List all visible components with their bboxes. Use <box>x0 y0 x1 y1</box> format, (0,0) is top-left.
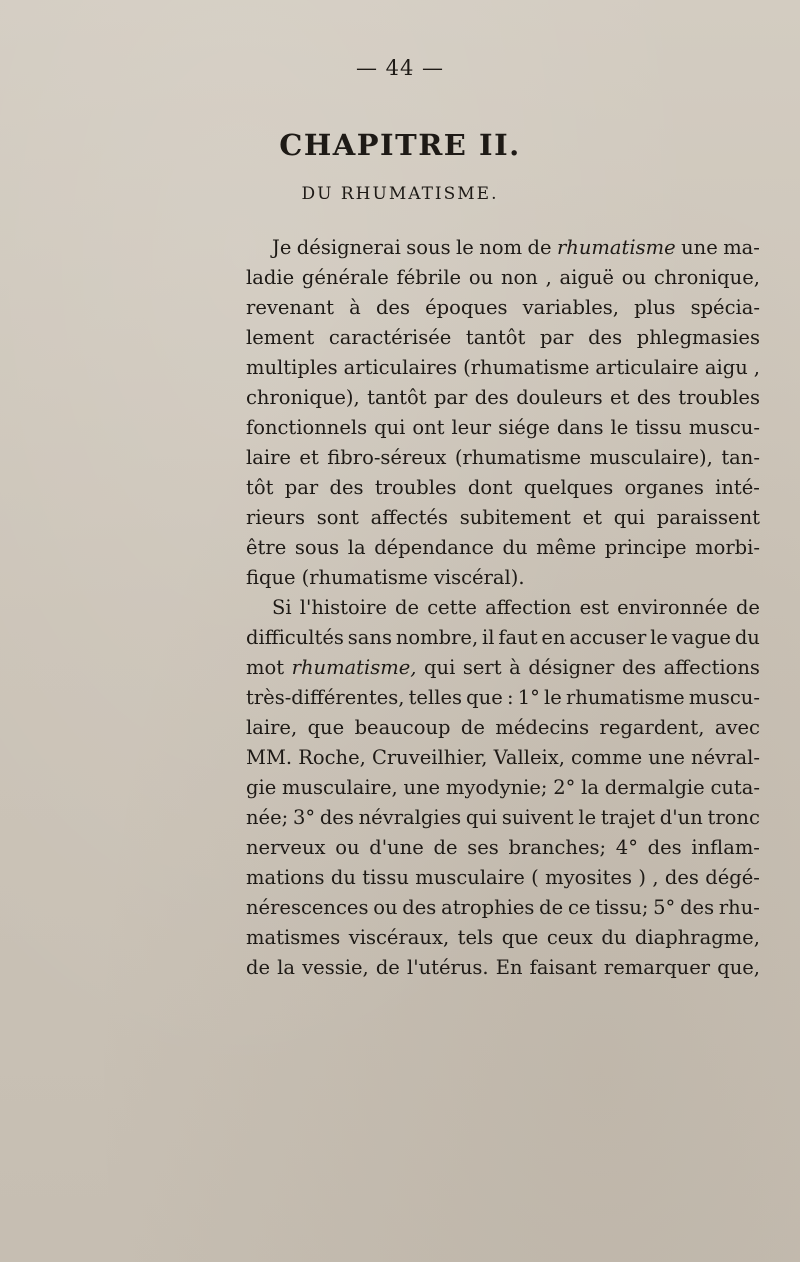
text-line: ladie générale fébrile ou non , aiguë ou chronique, <box>246 266 760 289</box>
body-text <box>246 233 760 983</box>
page-number: — 44 — <box>355 56 445 80</box>
text-line: être sous la dépendance du même principe morbi- <box>246 536 760 559</box>
text-line: nerveux ou d'une de ses branches; 4° des inflam- <box>246 836 760 859</box>
chapter-title: CHAPITRE II. <box>279 128 521 162</box>
text-line: très-différentes, telles que : 1° le rhumatisme muscu- <box>246 686 760 709</box>
text-line: laire, que beaucoup de médecins regardent, avec <box>246 716 760 739</box>
text-line: difficultés sans nombre, il faut en accuser le vague du <box>246 626 760 649</box>
text-line: gie musculaire, une myodynie; 2° la dermalgie cuta- <box>246 776 760 799</box>
chapter-subtitle: DU RHUMATISME. <box>301 184 499 204</box>
text-line: tôt par des troubles dont quelques organes inté- <box>246 476 760 499</box>
text-line: multiples articulaires (rhumatisme articulaire aigu , <box>246 356 760 379</box>
text-line: chronique), tantôt par des douleurs et des troubles <box>246 386 760 409</box>
text-line: lement caractérisée tantôt par des phlegmasies <box>246 326 760 349</box>
text-line: Si l'histoire de cette affection est environnée de <box>272 596 760 619</box>
text-line: mations du tissu musculaire ( myosites ) , des dégé- <box>246 866 760 889</box>
text-line: laire et fibro-séreux (rhumatisme musculaire), tan- <box>246 446 760 469</box>
text-line: nérescences ou des atrophies de ce tissu; 5° des rhu- <box>246 896 760 919</box>
text-line: revenant à des époques variables, plus spécia- <box>246 296 760 319</box>
text-line: de la vessie, de l'utérus. En faisant remarquer que, <box>246 956 760 979</box>
text-line: mot rhumatisme, qui sert à désigner des affections <box>246 656 760 679</box>
text-line: MM. Roche, Cruveilhier, Valleix, comme une névral- <box>246 746 760 769</box>
text-line: matismes viscéraux, tels que ceux du diaphragme, <box>246 926 760 949</box>
text-line: fique (rhumatisme viscéral). <box>246 566 525 589</box>
text-line: née; 3° des névralgies qui suivent le trajet d'un tronc <box>246 806 760 829</box>
text-line: fonctionnels qui ont leur siége dans le tissu muscu- <box>246 416 760 439</box>
text-line: Je désignerai sous le nom de rhumatisme une ma- <box>272 236 760 259</box>
text-line: rieurs sont affectés subitement et qui paraissent <box>246 506 760 529</box>
